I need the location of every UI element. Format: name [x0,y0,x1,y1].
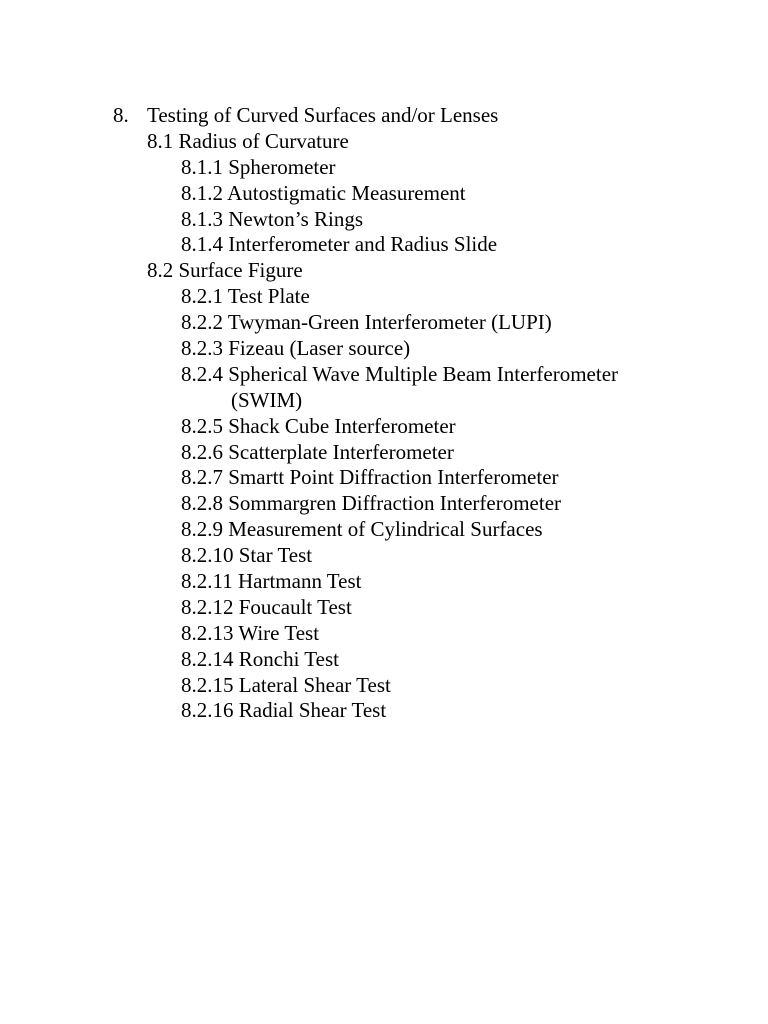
subsection-title: 8.1.3 Newton’s Rings [181,206,364,231]
table-of-contents [0,103,768,724]
list-item [0,362,768,388]
chapter-heading [0,103,768,129]
list-item [0,569,768,595]
subsection-title: 8.2.11 Hartmann Test [181,569,362,594]
list-item [0,465,768,491]
section-title: 8.2 Surface Figure [147,258,303,283]
section-title: 8.1 Radius of Curvature [147,128,349,153]
list-item [0,440,768,466]
list-item [0,673,768,699]
list-item [0,647,768,673]
list-item [0,414,768,440]
list-item [0,621,768,647]
list-item [0,207,768,233]
subsection-title: 8.2.13 Wire Test [181,620,320,645]
list-item [0,232,768,258]
section-heading-8-2 [0,258,768,284]
subsection-title: 8.2.12 Foucault Test [181,594,352,619]
subsection-title: 8.1.2 Autostigmatic Measurement [181,180,466,205]
subsection-title: 8.2.9 Measurement of Cylindrical Surfaces [181,517,543,542]
list-item [0,310,768,336]
subsection-title: 8.2.2 Twyman-Green Interferometer (LUPI) [181,310,552,335]
subsection-title-continuation: (SWIM) [231,387,303,412]
list-item [0,517,768,543]
list-item [0,155,768,181]
subsection-title: 8.1.4 Interferometer and Radius Slide [181,232,498,257]
list-item-continuation [0,388,768,414]
subsection-title: 8.2.3 Fizeau (Laser source) [181,336,411,361]
subsection-title: 8.2.8 Sommargren Diffraction Interferometer [181,491,562,516]
subsection-title: 8.2.7 Smartt Point Diffraction Interferometer [181,465,559,490]
subsection-title: 8.1.1 Spherometer [181,154,336,179]
list-item [0,491,768,517]
list-item [0,543,768,569]
list-item [0,336,768,362]
section-heading-8-1 [0,129,768,155]
subsection-title: 8.2.15 Lateral Shear Test [181,672,391,697]
subsection-title: 8.2.5 Shack Cube Interferometer [181,413,456,438]
subsection-title: 8.2.16 Radial Shear Test [181,698,387,723]
subsection-title: 8.2.6 Scatterplate Interferometer [181,439,454,464]
chapter-title: Testing of Curved Surfaces and/or Lenses [147,103,499,127]
subsection-title: 8.2.4 Spherical Wave Multiple Beam Interferometer [181,361,619,386]
subsection-title: 8.2.10 Star Test [181,543,313,568]
list-item [0,595,768,621]
chapter-number: 8. [113,103,129,127]
list-item [0,698,768,724]
subsection-title: 8.2.14 Ronchi Test [181,646,339,671]
list-item [0,284,768,310]
subsection-title: 8.2.1 Test Plate [181,284,310,309]
list-item [0,181,768,207]
